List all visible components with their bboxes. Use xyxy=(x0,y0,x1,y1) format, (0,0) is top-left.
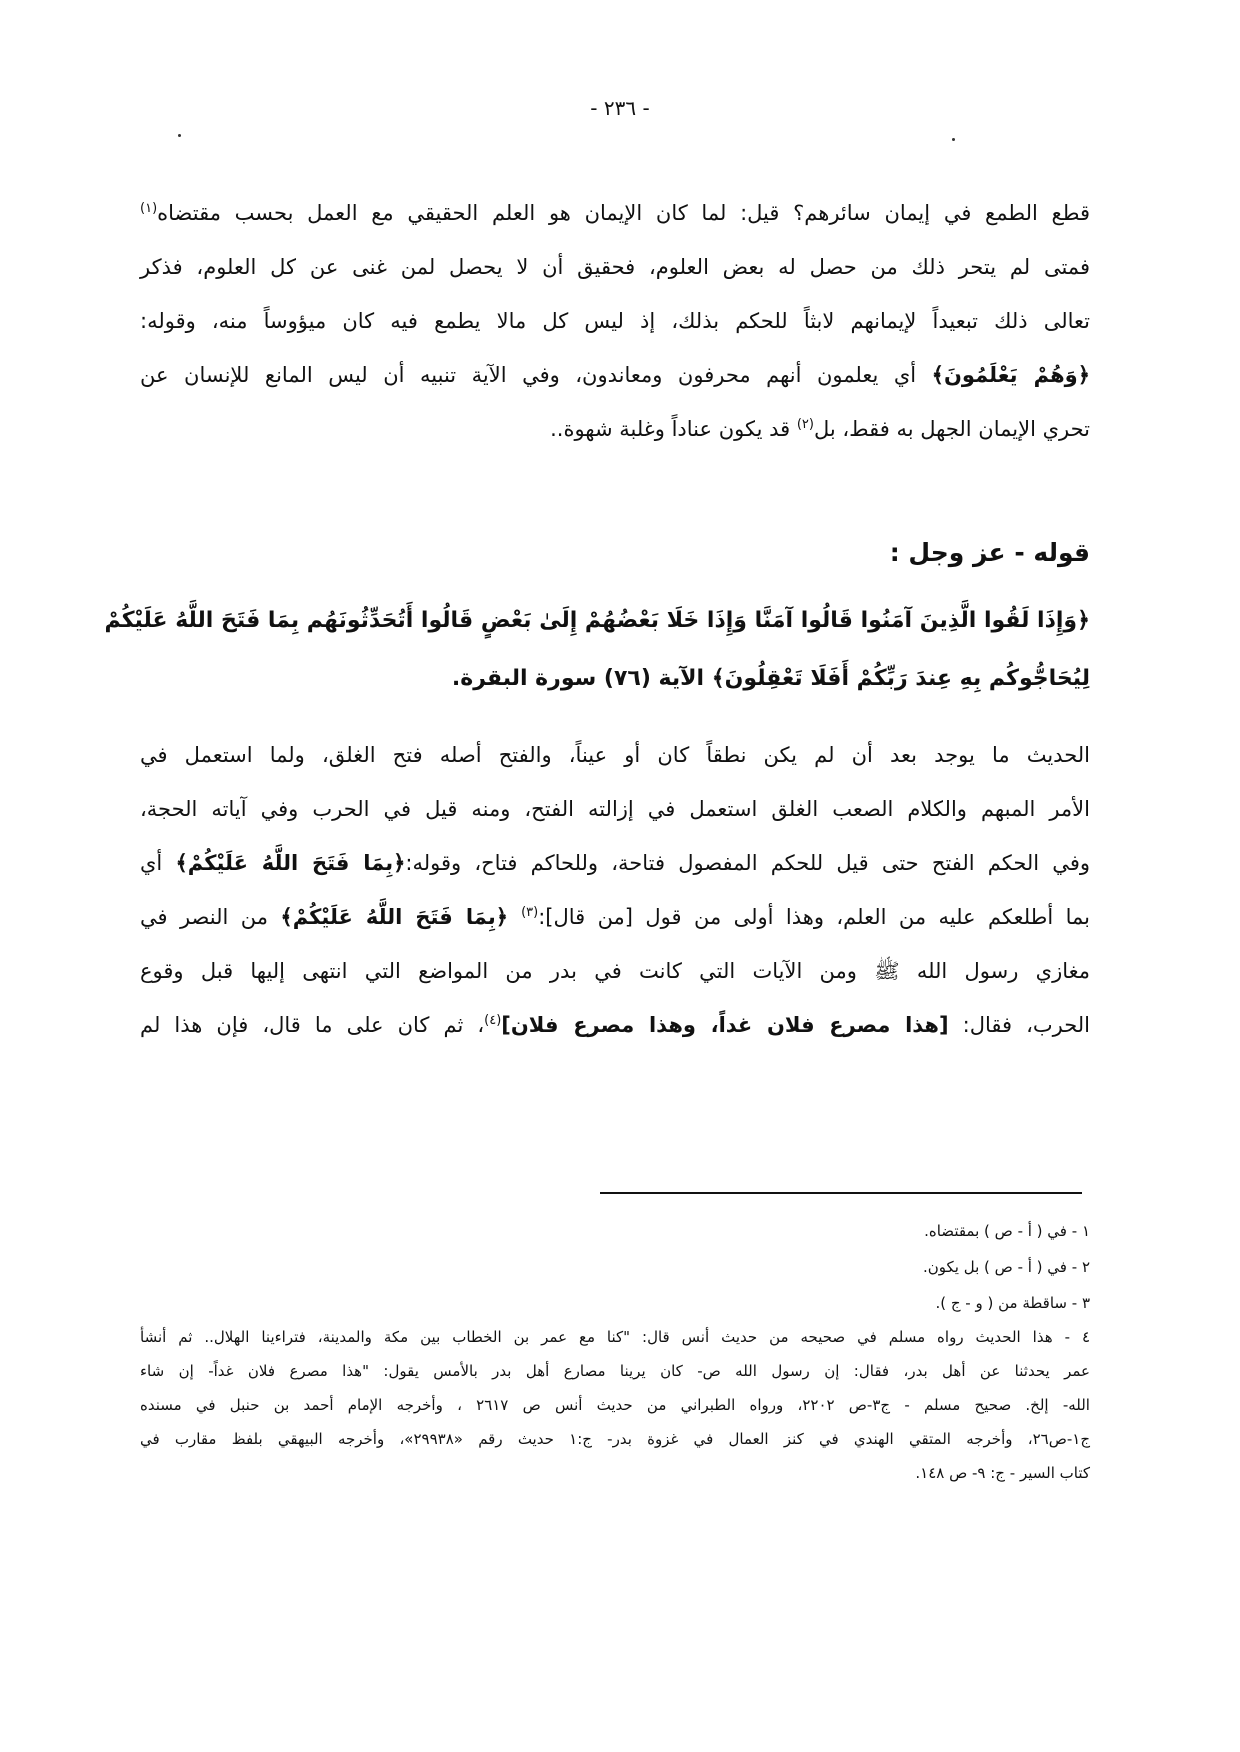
body-line-7: الأمر المبهم والكلام الصعب الغلق استعمل في إزالته الفتح، ومنه قيل في الحرب وفي آياته الحجة، xyxy=(140,797,1090,821)
body-line-8: وفي الحكم الفتح حتى قيل للحكم المفصول فتاحة، وللحاكم فتاح، وقوله:﴿بِمَا فَتَحَ اللَّهُ عَلَيْكُمْ﴾ أي xyxy=(140,851,1090,875)
body-line-10: مغازي رسول الله ﷺ ومن الآيات التي كانت في بدر من المواضع التي انتهى إليها قبل وقوع xyxy=(140,959,1090,983)
scan-speck xyxy=(178,134,181,137)
footnote-2: ٢ - في ( أ - ص ) بل يكون. xyxy=(922,1258,1090,1276)
footnote-4-line-4: ج١-ص٢٦، وأخرجه المتقي الهندي في كنز العمال في غزوة بدر- ج:١ حديث رقم «٢٩٩٣٨»، وأخرجه البيهقي بلفظ مقارب في xyxy=(140,1430,1090,1448)
body-line-9: بما أطلعكم عليه من العلم، وهذا أولى من قول [من قال]:$^{(٣)}$ ﴿بِمَا فَتَحَ اللَّهُ عَلَيْكُمْ﴾ من النصر في xyxy=(140,905,1090,929)
footnote-4-line-3: الله- إلخ. صحيح مسلم - ج٣-ص ٢٢٠٢، ورواه الطبراني من حديث أنس ص ٢٦١٧ ، وأخرجه الإمام أحمد بن حنبل في مسنده xyxy=(140,1396,1090,1414)
body-line-4: ﴿وَهُمْ يَعْلَمُونَ﴾ أي يعلمون أنهم محرفون ومعاندون، وفي الآية تنبيه أن ليس المانع للإنسان عن xyxy=(140,363,1090,387)
quran-quote: ﴿بِمَا فَتَحَ اللَّهُ عَلَيْكُمْ﴾ xyxy=(175,851,406,875)
body-line-6: الحديث ما يوجد بعد أن لم يكن نطقاً كان أو عيناً، والفتح أصله فتح الغلق، ولما استعمل في xyxy=(140,743,1090,767)
hadith-quote: [هذا مصرع فلان غداً، وهذا مصرع فلان] xyxy=(501,1013,949,1037)
body-line-2: فمتى لم يتحر ذلك من حصل له بعض العلوم، فحقيق أن لا يحصل لمن غنى عن كل العلوم، فذكر xyxy=(140,255,1090,279)
body-line-1: قطع الطمع في إيمان سائرهم؟ قيل: لما كان الإيمان هو العلم الحقيقي مع العمل بحسب مقتضاه$^{(١)}$ xyxy=(140,201,1090,225)
footnote-4-line-2: عمر يحدثنا عن أهل بدر، فقال: إن رسول الله ص- كان يرينا مصارع أهل بدر بالأمس يقول: "هذا مصرع فلان غداً- إن شاء xyxy=(140,1362,1090,1380)
body-line-5: تحري الإيمان الجهل به فقط، بل$^{(٢)}$ قد يكون عناداً وغلبة شهوة.. xyxy=(550,417,1090,441)
footnote-separator xyxy=(600,1192,1082,1194)
quran-quote: ﴿بِمَا فَتَحَ اللَّهُ عَلَيْكُمْ﴾ xyxy=(280,905,522,929)
verse-line-2: لِيُحَاجُّوكُم بِهِ عِندَ رَبِّكُمْ أَفَلَا تَعْقِلُونَ﴾ الآية (٧٦) سورة البقرة. xyxy=(451,666,1090,691)
footnote-4-line-1: ٤ - هذا الحديث رواه مسلم في صحيحه من حديث أنس قال: "كنا مع عمر بن الخطاب بين مكة والمدينة، فتراءينا الهلال.. ثم أنشأ xyxy=(140,1328,1090,1346)
body-line-3: تعالى ذلك تبعيداً لإيمانهم لابثاً للحكم بذلك، إذ ليس كل مالا يطمع فيه كان ميؤوساً منه، وقوله: xyxy=(140,309,1090,333)
body-line-11: الحرب، فقال: [هذا مصرع فلان غداً، وهذا مصرع فلان]$^{(٤)}$، ثم كان على ما قال، فإن هذا لم xyxy=(140,1013,1090,1037)
verse-line-1: ﴿وَإِذَا لَقُوا الَّذِينَ آمَنُوا قَالُوا آمَنَّا وَإِذَا خَلَا بَعْضُهُمْ إِلَىٰ بَعْضٍ قَالُوا أَتُحَدِّثُونَهُم بِمَا فَتَحَ اللَّهُ عَلَيْكُمْ xyxy=(104,608,1090,633)
footnote-1: ١ - في ( أ - ص ) بمقتضاه. xyxy=(924,1222,1090,1240)
section-heading: قوله - عز وجل : xyxy=(889,538,1090,567)
footnote-3: ٣ - ساقطة من ( و - ج ). xyxy=(935,1294,1090,1312)
scan-speck xyxy=(952,138,955,141)
quran-quote: ﴿وَهُمْ يَعْلَمُونَ﴾ xyxy=(931,363,1090,387)
footnote-4-line-5: كتاب السير - ج: ٩- ص ١٤٨. xyxy=(915,1464,1090,1482)
page-number: - ٢٣٦ - xyxy=(590,96,650,120)
